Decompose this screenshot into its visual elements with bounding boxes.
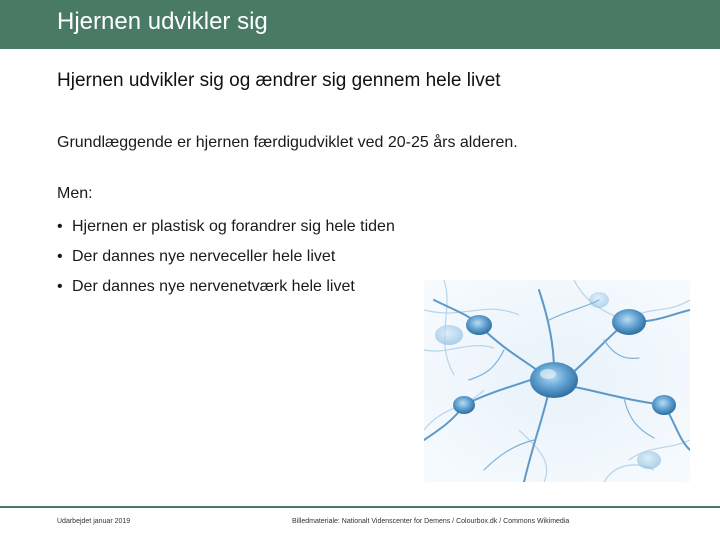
bullet-item: [57, 245, 395, 275]
men-label: Men:: [57, 185, 93, 202]
bullet-list: [57, 215, 395, 305]
footer-divider: [0, 506, 720, 508]
bullet-item: [57, 275, 395, 305]
intro-text: Grundlæggende er hjernen færdigudviklet ved 20-25 års alderen.: [57, 134, 518, 151]
bullet-glyph: •: [57, 278, 63, 295]
bullet-text: Der dannes nye nerveceller hele livet: [72, 248, 336, 265]
neuron-network-illustration: [424, 280, 690, 482]
bullet-text: Der dannes nye nervenetværk hele livet: [72, 278, 355, 295]
bullet-text: Hjernen er plastisk og forandrer sig hele tiden: [72, 218, 395, 235]
title-bar: [0, 0, 720, 49]
footer-credits: Billedmateriale: Nationalt Videnscenter for Demens / Colourbox.dk / Commons Wikimedia: [292, 518, 570, 525]
slide-title: Hjernen udvikler sig: [57, 8, 268, 35]
bullet-glyph: •: [57, 248, 63, 265]
slide-subtitle: Hjernen udvikler sig og ændrer sig gennem hele livet: [57, 70, 501, 91]
bullet-glyph: •: [57, 218, 63, 235]
bullet-item: [57, 215, 395, 245]
footer-date: Udarbejdet januar 2019: [57, 518, 131, 525]
